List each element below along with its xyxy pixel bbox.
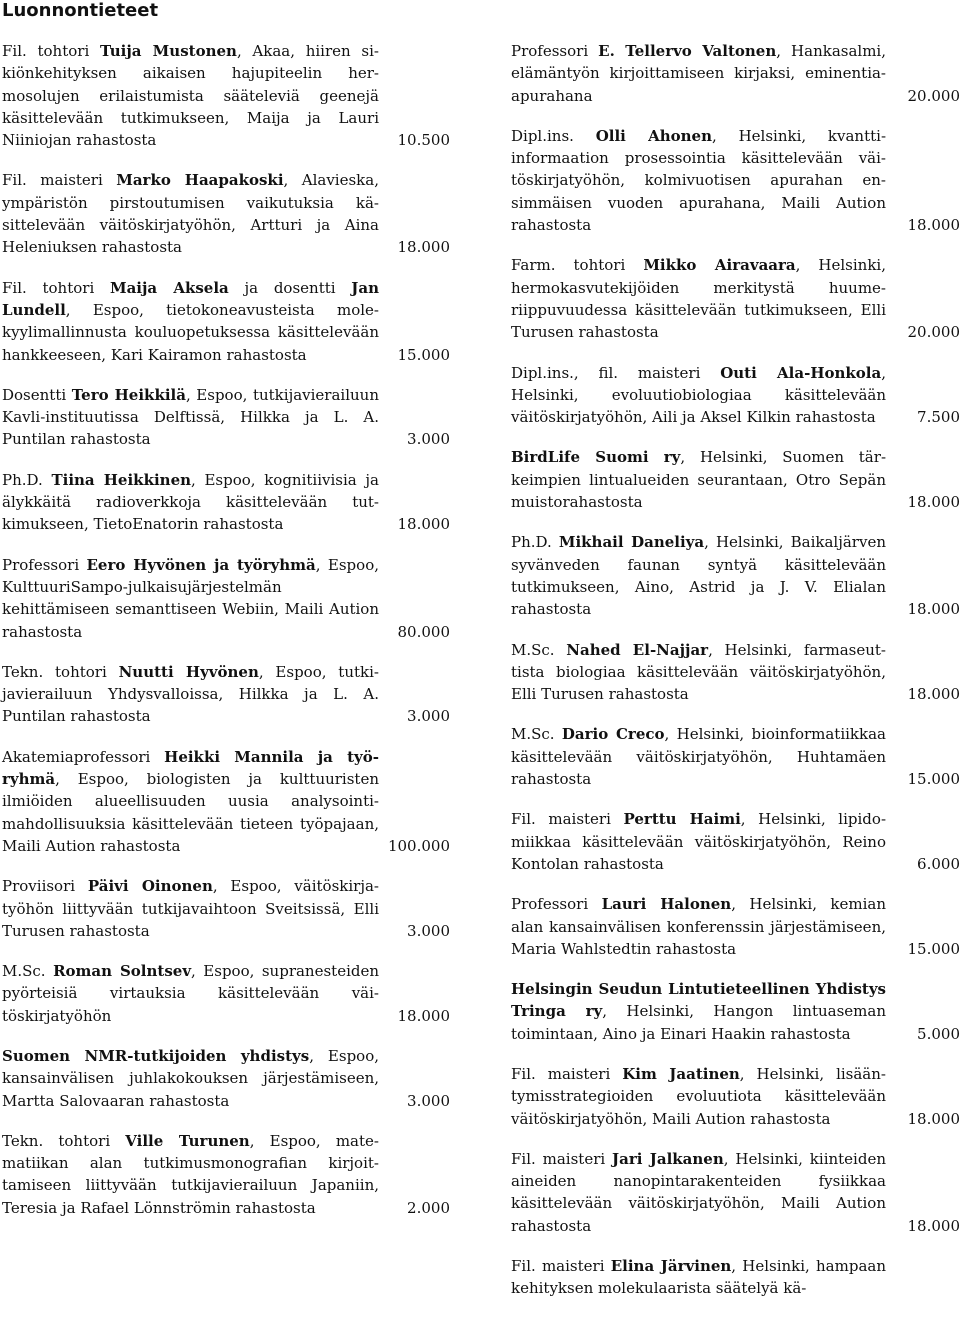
grant-amount: 18.000 [907, 216, 960, 235]
grant-entry [511, 893, 960, 960]
recipient-name: Marko Haapakoski [116, 171, 284, 190]
grant-amount: 100.000 [387, 836, 450, 855]
grant-entry [511, 639, 960, 706]
entry-description: , Espoo, tietokoneavusteista molekyylimallinnusta kouluopetuksessa käsittelevään hankkeeseen, Kari Kairamon rahastosta [2, 300, 379, 364]
entry-prefix: Professori [511, 42, 599, 60]
entry-prefix: Fil. maisteri [511, 1064, 623, 1083]
recipient-name: Mikhail Daneliya [558, 533, 705, 552]
grant-entry [2, 169, 450, 258]
entry-description: , Helsinki, bioinformatiikkaa käsittelevään väitöskirjatyöhön, Huhtamäen rahastosta [511, 725, 886, 789]
recipient-name: Ville Turunen [125, 1131, 250, 1150]
grant-amount: 7.500 [917, 408, 960, 427]
recipient-name: Outi Ala-Honkola [720, 363, 882, 382]
recipient-name: Päivi Oinonen [87, 877, 213, 896]
entry-prefix: Fil. tohtori [2, 278, 110, 297]
entry-description: , Espoo, kognitiivisia ja älykkäitä radioverkkoja käsittelevään tutkimukseen, TietoEnatorin rahastosta [2, 470, 379, 534]
recipient-name: Jari Jalkanen [612, 1149, 724, 1168]
recipient-name: E. Tellervo Valtonen [598, 42, 777, 60]
entry-description: , Espoo, kansainvälisen juhlakokouksen järjestämiseen, Martta Salovaaran rahastosta [2, 1046, 380, 1110]
page-heading: Luonnontieteet [2, 0, 159, 21]
entry-description: , Helsinki, kiinteiden aineiden nanopintarakenteiden fysiikkaa käsittelevään väitöskirjatyöhön, Maili Aution rahastosta [511, 1149, 886, 1235]
grant-amount: 10.500 [397, 131, 450, 150]
grant-entry [511, 723, 960, 790]
entry-prefix: Dipl.ins., fil. maisteri [511, 363, 721, 382]
recipient-name: Tuija Mustonen [99, 42, 237, 60]
entry-description: , Helsinki, lisääntymisstrategioiden evoluutiota käsittelevään väitöskirjatyöhön, Maili Aution rahastosta [511, 1064, 886, 1128]
entry-prefix: Professori [2, 555, 87, 574]
recipient-name: Mikko Airavaara [643, 256, 796, 275]
recipient-name: Tero Heikkilä [71, 385, 186, 404]
grant-entry [2, 960, 450, 1027]
entry-prefix: Fil. tohtori [2, 42, 100, 60]
recipient-name: Nahed El-Najjar [566, 640, 709, 659]
entry-prefix: Dosentti [2, 385, 72, 404]
grant-amount: 3.000 [407, 1091, 450, 1110]
entry-description: , Helsinki, hampaan kehityksen molekulaarista säätelyä kä- [511, 1257, 886, 1298]
recipient-name: Suomen NMR-tutkijoiden yhdistys [2, 1046, 310, 1065]
grant-entry [2, 875, 450, 942]
entry-description: , Espoo, tutkijavierailuun Kavli-instituutissa Delftissä, Hilkka ja L. A. Puntilan rahastosta [2, 385, 379, 449]
recipient-name: Tiina Heikkinen [51, 470, 192, 489]
grant-entry [2, 40, 450, 151]
entry-prefix: Fil. maisteri [511, 1149, 613, 1168]
grant-amount: 2.000 [407, 1198, 450, 1217]
entry-description: , Helsinki, Baikaljärven syvänveden faunan syntyä käsittelevään tutkimukseen, Aino, Astrid ja J. V. Elialan rahastosta [511, 533, 886, 619]
entry-prefix: Professori [511, 895, 602, 914]
grant-amount: 18.000 [907, 1109, 960, 1128]
grant-entry [511, 254, 960, 343]
grant-amount: 3.000 [407, 921, 450, 940]
grant-entry [2, 1130, 450, 1219]
grant-amount: 18.000 [397, 515, 450, 534]
grant-amount: 20.000 [907, 323, 960, 342]
entry-description: , Espoo, tutkijavierailuun Yhdysvalloissa, Hilkka ja L. A. Puntilan rahastosta [2, 662, 379, 726]
entry-description: , Helsinki, Suomen tärkeimpien lintualueiden seurantaan, Otro Sepän muistorahastosta [511, 448, 887, 512]
entry-prefix: Akatemiaprofessori [2, 747, 165, 766]
grant-entry [511, 1255, 886, 1300]
entry-prefix: Proviisori [2, 877, 88, 896]
recipient-name: Heikki Mannila ja työryhmä [2, 747, 379, 789]
entry-description: , Espoo, väitöskirjatyöhön liittyvään tutkijavaihtoon Sveitsissä, Elli Turusen rahastosta [2, 877, 379, 940]
grant-amount: 15.000 [397, 345, 450, 364]
recipient-name: Olli Ahonen [595, 126, 713, 145]
entry-description: , Helsinki, evoluutiobiologiaa käsittelevään väitöskirjatyöhön, Aili ja Aksel Kilkin rahastosta [511, 363, 886, 427]
entry-description: , Espoo, KulttuuriSampo-julkaisujärjestelmän kehittämiseen semanttiseen Webiin, Maili Aution rahastosta [2, 555, 379, 641]
grant-entry [511, 978, 960, 1045]
entry-prefix: M.Sc. [511, 640, 567, 659]
grant-entry [2, 746, 450, 857]
recipient-name: Helsingin Seudun Lintutieteellinen Yhdistys Tringa ry [511, 980, 886, 1021]
entry-description: , Helsinki, kemian alan kansainvälisen konferenssin järjestämiseen, Maria Wahlstedtin rahastosta [511, 895, 886, 958]
grant-entry [511, 808, 960, 875]
entry-prefix: Tekn. tohtori [2, 662, 119, 681]
recipient-name: Perttu Haimi [623, 810, 741, 829]
entry-description: , Helsinki, Hangon lintuaseman toimintaan, Aino ja Einari Haakin rahastosta [511, 1002, 886, 1043]
recipient-name: Lauri Halonen [601, 895, 732, 914]
grant-entry [511, 125, 960, 236]
entry-description: , Helsinki, lipidomiikkaa käsittelevään väitöskirjatyöhön, Reino Kontolan rahastosta [511, 810, 887, 873]
grant-entry [511, 1063, 960, 1130]
recipient-name: Nuutti Hyvönen [118, 662, 259, 681]
grant-amount: 18.000 [397, 1006, 450, 1025]
grant-entry [2, 1045, 450, 1112]
right-column [511, 40, 960, 1318]
entry-description: , Helsinki, hermokasvutekijöiden merkitystä huumeriippuvuudessa käsittelevään tutkimukseen, Elli Turusen rahastosta [511, 256, 886, 342]
grant-amount: 15.000 [907, 770, 960, 789]
entry-prefix: Fil. maisteri [511, 810, 624, 829]
grant-amount: 80.000 [397, 622, 450, 641]
grant-entry [511, 362, 960, 429]
entry-description: , Hankasalmi, elämäntyön kirjoittamiseen kirjaksi, eminentia-apurahana [511, 42, 886, 105]
grant-entry [511, 446, 960, 513]
recipient-name: BirdLife Suomi ry [511, 448, 681, 467]
recipient-name: Jan Lundell [2, 278, 380, 319]
grant-amount: 18.000 [397, 238, 450, 257]
grant-entry [511, 531, 960, 620]
entry-description: , Espoo, supranesteiden pyörteisiä virtauksia käsittelevään väitöskirjatyöhön [2, 962, 380, 1025]
entry-description: , Akaa, hiiren sikiönkehityksen aikaisen hajupiteelin hermosolujen erilaistumista sääteleviä geenejä käsittelevään tutkimukseen, Maija ja Lauri Niiniojan rahastosta [2, 42, 379, 150]
entry-description: , Espoo, biologisten ja kulttuuristen ilmiöiden alueellisuuden uusia analysointimahdollisuuksia käsittelevään tieteen työpajaan, Maili Aution rahastosta [2, 770, 379, 855]
grant-entry [2, 469, 450, 536]
entry-connector: ja dosentti [228, 278, 352, 297]
grant-amount: 5.000 [917, 1024, 960, 1043]
grant-entry [2, 277, 450, 366]
grant-entry [2, 384, 450, 451]
entry-prefix: Fil. maisteri [511, 1257, 611, 1276]
grant-amount: 18.000 [907, 493, 960, 512]
left-column [2, 40, 450, 1237]
grant-entry [511, 1148, 960, 1237]
grant-amount: 3.000 [407, 430, 450, 449]
recipient-name: Maija Aksela [109, 278, 229, 297]
entry-prefix: Dipl.ins. [511, 126, 596, 145]
grant-entry [2, 554, 450, 643]
grant-amount: 20.000 [907, 86, 960, 105]
recipient-name: Eero Hyvönen ja työryhmä [86, 555, 316, 574]
entry-prefix: Farm. tohtori [511, 256, 644, 275]
entry-prefix: Ph.D. [2, 470, 52, 489]
recipient-name: Dario Creco [561, 725, 665, 744]
entry-prefix: M.Sc. [2, 962, 54, 981]
entry-description: , Alavieska, ympäristön pirstoutumisen vaikutuksia käsittelevään väitöskirjatyöhön, Artturi ja Aina Heleniuksen rahastosta [2, 171, 379, 257]
entry-description: , Helsinki, kvanttiinformaation prosessointia käsittelevään väitöskirjatyöhön, kolmivuotisen apurahan ensimmäisen vuoden apurahana, Maili Aution rahastosta [511, 126, 887, 235]
entry-prefix: M.Sc. [511, 725, 562, 744]
entry-prefix: Fil. maisteri [2, 171, 117, 190]
recipient-name: Elina Järvinen [610, 1257, 732, 1276]
entry-description: , Helsinki, farmaseuttista biologiaa käsittelevään väitöskirjatyöhön, Elli Turusen rahastosta [511, 640, 886, 704]
grant-amount: 3.000 [407, 707, 450, 726]
recipient-name: Roman Solntsev [53, 962, 192, 981]
grant-amount: 18.000 [907, 685, 960, 704]
entry-description: , Espoo, matematiikan alan tutkimusmonografian kirjoittamiseen liittyvään tutkijavierailuun Japaniin, Teresia ja Rafael Lönnströmin rahastosta [2, 1131, 379, 1217]
grant-entry [511, 40, 960, 107]
entry-prefix: Ph.D. [511, 533, 559, 552]
grant-amount: 6.000 [917, 854, 960, 873]
grant-amount: 18.000 [907, 600, 960, 619]
grant-amount: 18.000 [907, 1216, 960, 1235]
recipient-name: Kim Jaatinen [622, 1064, 740, 1083]
entry-prefix: Tekn. tohtori [2, 1131, 126, 1150]
grant-amount: 15.000 [907, 939, 960, 958]
grant-entry [2, 661, 450, 728]
